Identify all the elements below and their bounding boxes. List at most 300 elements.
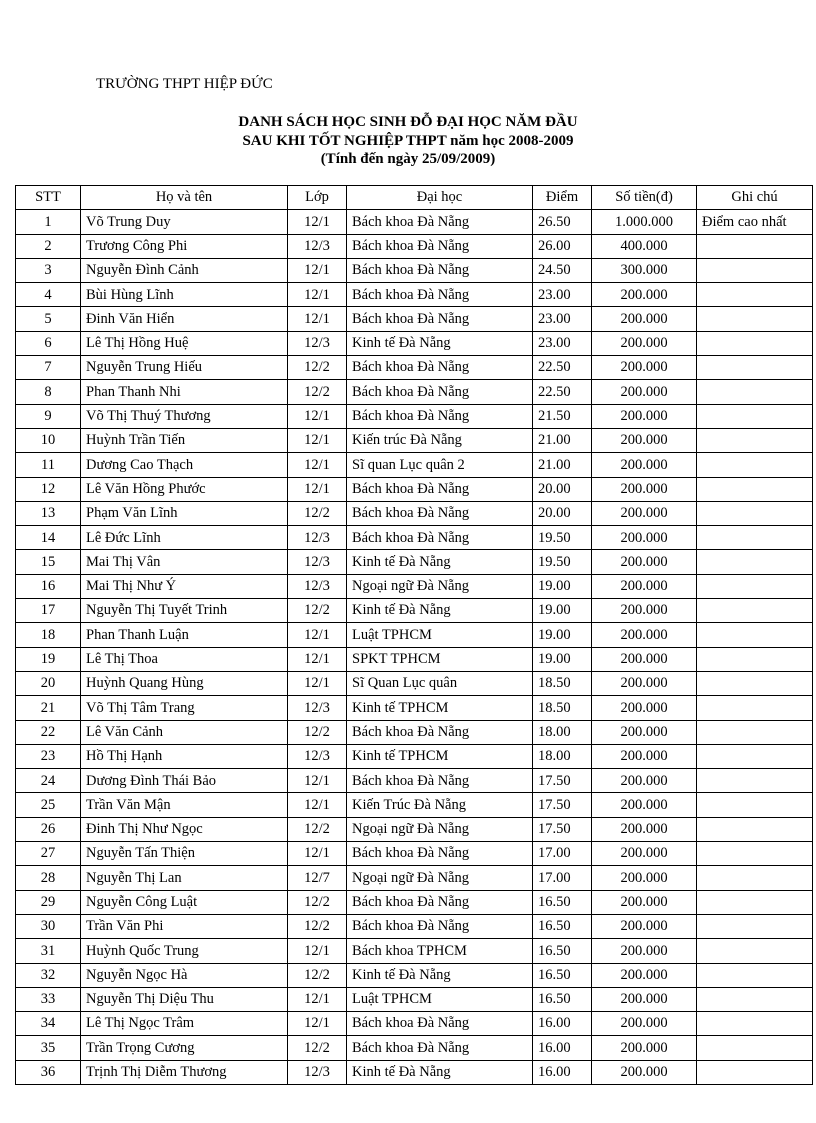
table-row xyxy=(16,963,813,987)
cell-stt: 15 xyxy=(16,550,81,574)
cell-note xyxy=(697,477,813,501)
cell-university: Bách khoa Đà Nẵng xyxy=(347,380,533,404)
cell-university: Bách khoa Đà Nẵng xyxy=(347,1036,533,1060)
cell-name: Mai Thị Như Ý xyxy=(81,574,288,598)
cell-amount: 200.000 xyxy=(592,769,697,793)
cell-note xyxy=(697,526,813,550)
table-body xyxy=(16,210,813,1085)
cell-amount: 200.000 xyxy=(592,404,697,428)
cell-amount: 200.000 xyxy=(592,987,697,1011)
document-date-note: (Tính đến ngày 25/09/2009) xyxy=(320,151,496,167)
cell-stt: 8 xyxy=(16,380,81,404)
cell-university: Luật TPHCM xyxy=(347,987,533,1011)
cell-name: Đinh Văn Hiển xyxy=(81,307,288,331)
table-row xyxy=(16,769,813,793)
cell-note xyxy=(697,842,813,866)
cell-class: 12/7 xyxy=(288,866,347,890)
cell-university: Kinh tế Đà Nẵng xyxy=(347,1060,533,1084)
cell-university: Kinh tế Đà Nẵng xyxy=(347,550,533,574)
cell-stt: 20 xyxy=(16,671,81,695)
cell-name: Nguyễn Thị Lan xyxy=(81,866,288,890)
cell-class: 12/3 xyxy=(288,331,347,355)
cell-amount: 200.000 xyxy=(592,866,697,890)
table-row xyxy=(16,647,813,671)
cell-name: Huỳnh Quang Hùng xyxy=(81,671,288,695)
cell-university: Bách khoa Đà Nẵng xyxy=(347,842,533,866)
cell-note xyxy=(697,647,813,671)
cell-class: 12/1 xyxy=(288,477,347,501)
cell-name: Bùi Hùng Lĩnh xyxy=(81,283,288,307)
cell-stt: 17 xyxy=(16,599,81,623)
cell-amount: 200.000 xyxy=(592,356,697,380)
cell-score: 19.50 xyxy=(533,526,592,550)
cell-class: 12/2 xyxy=(288,356,347,380)
cell-amount: 200.000 xyxy=(592,696,697,720)
cell-score: 16.50 xyxy=(533,939,592,963)
cell-score: 17.50 xyxy=(533,769,592,793)
cell-stt: 2 xyxy=(16,234,81,258)
cell-name: Hồ Thị Hạnh xyxy=(81,744,288,768)
cell-note: Điểm cao nhất xyxy=(697,210,813,234)
cell-score: 16.50 xyxy=(533,890,592,914)
cell-note xyxy=(697,574,813,598)
cell-note xyxy=(697,599,813,623)
cell-class: 12/1 xyxy=(288,428,347,452)
cell-score: 23.00 xyxy=(533,307,592,331)
table-row xyxy=(16,623,813,647)
header-score: Điểm xyxy=(533,186,592,210)
cell-university: Bách khoa Đà Nẵng xyxy=(347,356,533,380)
cell-stt: 25 xyxy=(16,793,81,817)
cell-class: 12/1 xyxy=(288,210,347,234)
table-row xyxy=(16,696,813,720)
cell-name: Lê Văn Hồng Phước xyxy=(81,477,288,501)
cell-score: 16.50 xyxy=(533,963,592,987)
cell-class: 12/1 xyxy=(288,987,347,1011)
cell-name: Phan Thanh Luận xyxy=(81,623,288,647)
table-row xyxy=(16,1036,813,1060)
cell-stt: 36 xyxy=(16,1060,81,1084)
table-row xyxy=(16,550,813,574)
cell-class: 12/2 xyxy=(288,890,347,914)
cell-stt: 34 xyxy=(16,1012,81,1036)
cell-score: 18.00 xyxy=(533,744,592,768)
cell-note xyxy=(697,671,813,695)
cell-name: Lê Văn Cảnh xyxy=(81,720,288,744)
cell-stt: 13 xyxy=(16,501,81,525)
cell-amount: 400.000 xyxy=(592,234,697,258)
cell-name: Nguyễn Ngọc Hà xyxy=(81,963,288,987)
cell-score: 18.50 xyxy=(533,696,592,720)
table-row xyxy=(16,914,813,938)
cell-stt: 33 xyxy=(16,987,81,1011)
cell-score: 16.50 xyxy=(533,914,592,938)
cell-score: 19.00 xyxy=(533,647,592,671)
cell-score: 16.00 xyxy=(533,1060,592,1084)
cell-note xyxy=(697,890,813,914)
cell-amount: 200.000 xyxy=(592,574,697,598)
cell-class: 12/2 xyxy=(288,817,347,841)
table-row xyxy=(16,380,813,404)
cell-note xyxy=(697,501,813,525)
table-row xyxy=(16,404,813,428)
cell-name: Mai Thị Vân xyxy=(81,550,288,574)
cell-name: Nguyễn Thị Tuyết Trinh xyxy=(81,599,288,623)
cell-university: Bách khoa Đà Nẵng xyxy=(347,890,533,914)
cell-score: 16.00 xyxy=(533,1036,592,1060)
cell-score: 16.50 xyxy=(533,987,592,1011)
table-row xyxy=(16,671,813,695)
cell-note xyxy=(697,914,813,938)
cell-amount: 200.000 xyxy=(592,283,697,307)
cell-score: 20.00 xyxy=(533,477,592,501)
cell-stt: 18 xyxy=(16,623,81,647)
document-title: DANH SÁCH HỌC SINH ĐỖ ĐẠI HỌC NĂM ĐẦU xyxy=(238,114,578,130)
cell-stt: 26 xyxy=(16,817,81,841)
table-row xyxy=(16,501,813,525)
cell-university: Bách khoa Đà Nẵng xyxy=(347,769,533,793)
table-row xyxy=(16,331,813,355)
cell-class: 12/1 xyxy=(288,623,347,647)
cell-stt: 29 xyxy=(16,890,81,914)
cell-university: Ngoại ngữ Đà Nẵng xyxy=(347,817,533,841)
cell-university: Bách khoa Đà Nẵng xyxy=(347,477,533,501)
cell-stt: 10 xyxy=(16,428,81,452)
cell-amount: 200.000 xyxy=(592,963,697,987)
cell-amount: 200.000 xyxy=(592,501,697,525)
cell-amount: 200.000 xyxy=(592,428,697,452)
cell-stt: 32 xyxy=(16,963,81,987)
cell-score: 21.00 xyxy=(533,428,592,452)
cell-note xyxy=(697,258,813,282)
cell-stt: 19 xyxy=(16,647,81,671)
cell-note xyxy=(697,744,813,768)
table-row xyxy=(16,987,813,1011)
cell-class: 12/1 xyxy=(288,258,347,282)
cell-university: Sĩ quan Lục quân 2 xyxy=(347,453,533,477)
cell-class: 12/3 xyxy=(288,550,347,574)
cell-university: Bách khoa Đà Nẵng xyxy=(347,914,533,938)
cell-stt: 24 xyxy=(16,769,81,793)
cell-stt: 28 xyxy=(16,866,81,890)
cell-stt: 11 xyxy=(16,453,81,477)
header-university: Đại học xyxy=(347,186,533,210)
cell-note xyxy=(697,1012,813,1036)
cell-score: 22.50 xyxy=(533,356,592,380)
cell-university: Bách khoa Đà Nẵng xyxy=(347,720,533,744)
cell-university: Ngoại ngữ Đà Nẵng xyxy=(347,866,533,890)
cell-note xyxy=(697,720,813,744)
cell-amount: 200.000 xyxy=(592,842,697,866)
cell-note xyxy=(697,550,813,574)
cell-note xyxy=(697,1036,813,1060)
cell-amount: 200.000 xyxy=(592,550,697,574)
table-row xyxy=(16,356,813,380)
cell-score: 20.00 xyxy=(533,501,592,525)
cell-note xyxy=(697,817,813,841)
cell-class: 12/2 xyxy=(288,501,347,525)
cell-class: 12/1 xyxy=(288,647,347,671)
cell-university: Bách khoa Đà Nẵng xyxy=(347,526,533,550)
cell-stt: 7 xyxy=(16,356,81,380)
cell-score: 18.00 xyxy=(533,720,592,744)
cell-score: 17.50 xyxy=(533,793,592,817)
cell-class: 12/1 xyxy=(288,283,347,307)
school-name: TRƯỜNG THPT HIỆP ĐỨC xyxy=(96,76,273,92)
cell-name: Võ Trung Duy xyxy=(81,210,288,234)
cell-university: Bách khoa Đà Nẵng xyxy=(347,234,533,258)
cell-university: Kiến trúc Đà Nẵng xyxy=(347,428,533,452)
cell-class: 12/1 xyxy=(288,307,347,331)
cell-score: 26.50 xyxy=(533,210,592,234)
cell-amount: 200.000 xyxy=(592,939,697,963)
cell-class: 12/1 xyxy=(288,769,347,793)
cell-amount: 200.000 xyxy=(592,890,697,914)
cell-class: 12/2 xyxy=(288,1036,347,1060)
table-row xyxy=(16,477,813,501)
cell-score: 17.00 xyxy=(533,866,592,890)
cell-score: 21.50 xyxy=(533,404,592,428)
cell-name: Võ Thị Tâm Trang xyxy=(81,696,288,720)
cell-note xyxy=(697,356,813,380)
cell-name: Nguyễn Tấn Thiện xyxy=(81,842,288,866)
cell-amount: 200.000 xyxy=(592,720,697,744)
cell-stt: 23 xyxy=(16,744,81,768)
cell-name: Đinh Thị Như Ngọc xyxy=(81,817,288,841)
cell-note xyxy=(697,234,813,258)
cell-amount: 200.000 xyxy=(592,599,697,623)
cell-class: 12/1 xyxy=(288,842,347,866)
cell-amount: 200.000 xyxy=(592,453,697,477)
table-row xyxy=(16,283,813,307)
cell-university: Bách khoa Đà Nẵng xyxy=(347,210,533,234)
cell-score: 19.50 xyxy=(533,550,592,574)
table-row xyxy=(16,1012,813,1036)
table-row xyxy=(16,234,813,258)
cell-name: Lê Thị Ngọc Trâm xyxy=(81,1012,288,1036)
cell-amount: 200.000 xyxy=(592,1012,697,1036)
table-row xyxy=(16,720,813,744)
table-row xyxy=(16,866,813,890)
cell-note xyxy=(697,307,813,331)
cell-score: 22.50 xyxy=(533,380,592,404)
cell-stt: 5 xyxy=(16,307,81,331)
cell-name: Trần Văn Phi xyxy=(81,914,288,938)
cell-class: 12/3 xyxy=(288,234,347,258)
table-row xyxy=(16,793,813,817)
cell-score: 19.00 xyxy=(533,599,592,623)
table-row xyxy=(16,1060,813,1084)
cell-note xyxy=(697,866,813,890)
table-row xyxy=(16,428,813,452)
cell-score: 26.00 xyxy=(533,234,592,258)
cell-university: Sĩ Quan Lục quân xyxy=(347,671,533,695)
cell-note xyxy=(697,404,813,428)
cell-name: Nguyễn Đình Cảnh xyxy=(81,258,288,282)
cell-amount: 200.000 xyxy=(592,817,697,841)
cell-amount: 200.000 xyxy=(592,671,697,695)
cell-stt: 22 xyxy=(16,720,81,744)
cell-name: Lê Thị Thoa xyxy=(81,647,288,671)
cell-name: Phan Thanh Nhi xyxy=(81,380,288,404)
cell-stt: 3 xyxy=(16,258,81,282)
cell-university: SPKT TPHCM xyxy=(347,647,533,671)
cell-stt: 21 xyxy=(16,696,81,720)
cell-amount: 200.000 xyxy=(592,307,697,331)
cell-university: Bách khoa Đà Nẵng xyxy=(347,307,533,331)
cell-amount: 200.000 xyxy=(592,1036,697,1060)
cell-amount: 200.000 xyxy=(592,526,697,550)
cell-amount: 200.000 xyxy=(592,380,697,404)
table-row xyxy=(16,210,813,234)
cell-stt: 9 xyxy=(16,404,81,428)
cell-amount: 200.000 xyxy=(592,1060,697,1084)
cell-university: Kinh tế Đà Nẵng xyxy=(347,331,533,355)
cell-university: Kiến Trúc Đà Nẵng xyxy=(347,793,533,817)
table-row xyxy=(16,890,813,914)
cell-university: Bách khoa Đà Nẵng xyxy=(347,404,533,428)
cell-score: 24.50 xyxy=(533,258,592,282)
cell-note xyxy=(697,987,813,1011)
cell-name: Phạm Văn Lĩnh xyxy=(81,501,288,525)
cell-score: 21.00 xyxy=(533,453,592,477)
cell-stt: 31 xyxy=(16,939,81,963)
student-table xyxy=(15,185,813,1085)
cell-class: 12/3 xyxy=(288,526,347,550)
table-row xyxy=(16,526,813,550)
cell-name: Huỳnh Trần Tiến xyxy=(81,428,288,452)
cell-note xyxy=(697,380,813,404)
cell-note xyxy=(697,331,813,355)
table-row xyxy=(16,453,813,477)
table-row xyxy=(16,842,813,866)
cell-stt: 27 xyxy=(16,842,81,866)
cell-stt: 14 xyxy=(16,526,81,550)
cell-note xyxy=(697,623,813,647)
cell-university: Bách khoa Đà Nẵng xyxy=(347,501,533,525)
cell-note xyxy=(697,428,813,452)
cell-university: Bách khoa Đà Nẵng xyxy=(347,258,533,282)
cell-score: 17.00 xyxy=(533,842,592,866)
cell-note xyxy=(697,453,813,477)
cell-name: Huỳnh Quốc Trung xyxy=(81,939,288,963)
table-row xyxy=(16,574,813,598)
cell-score: 19.00 xyxy=(533,623,592,647)
cell-name: Nguyễn Thị Diệu Thu xyxy=(81,987,288,1011)
cell-class: 12/1 xyxy=(288,404,347,428)
header-class: Lớp xyxy=(288,186,347,210)
table-row xyxy=(16,744,813,768)
cell-name: Trần Trọng Cương xyxy=(81,1036,288,1060)
cell-stt: 1 xyxy=(16,210,81,234)
cell-note xyxy=(697,283,813,307)
cell-university: Luật TPHCM xyxy=(347,623,533,647)
cell-amount: 200.000 xyxy=(592,647,697,671)
cell-amount: 300.000 xyxy=(592,258,697,282)
cell-class: 12/1 xyxy=(288,453,347,477)
cell-name: Nguyễn Công Luật xyxy=(81,890,288,914)
cell-name: Trương Công Phi xyxy=(81,234,288,258)
cell-note xyxy=(697,939,813,963)
cell-amount: 200.000 xyxy=(592,331,697,355)
cell-score: 17.50 xyxy=(533,817,592,841)
cell-name: Nguyễn Trung Hiếu xyxy=(81,356,288,380)
cell-stt: 35 xyxy=(16,1036,81,1060)
cell-class: 12/1 xyxy=(288,793,347,817)
cell-score: 23.00 xyxy=(533,331,592,355)
cell-amount: 1.000.000 xyxy=(592,210,697,234)
cell-note xyxy=(697,769,813,793)
cell-university: Kinh tế TPHCM xyxy=(347,696,533,720)
table-row xyxy=(16,258,813,282)
document-subtitle: SAU KHI TỐT NGHIỆP THPT năm học 2008-2009 xyxy=(242,133,574,149)
cell-class: 12/2 xyxy=(288,720,347,744)
header-note: Ghi chú xyxy=(697,186,813,210)
cell-class: 12/2 xyxy=(288,599,347,623)
cell-amount: 200.000 xyxy=(592,914,697,938)
cell-note xyxy=(697,1060,813,1084)
cell-score: 23.00 xyxy=(533,283,592,307)
cell-amount: 200.000 xyxy=(592,793,697,817)
cell-stt: 4 xyxy=(16,283,81,307)
cell-class: 12/1 xyxy=(288,939,347,963)
cell-class: 12/3 xyxy=(288,744,347,768)
header-stt: STT xyxy=(16,186,81,210)
cell-class: 12/2 xyxy=(288,914,347,938)
cell-university: Kinh tế TPHCM xyxy=(347,744,533,768)
cell-amount: 200.000 xyxy=(592,623,697,647)
cell-name: Võ Thị Thuý Thương xyxy=(81,404,288,428)
cell-class: 12/2 xyxy=(288,380,347,404)
cell-class: 12/2 xyxy=(288,963,347,987)
cell-stt: 30 xyxy=(16,914,81,938)
cell-name: Dương Đình Thái Bảo xyxy=(81,769,288,793)
cell-university: Bách khoa Đà Nẵng xyxy=(347,283,533,307)
cell-amount: 200.000 xyxy=(592,477,697,501)
cell-class: 12/3 xyxy=(288,574,347,598)
cell-stt: 16 xyxy=(16,574,81,598)
cell-stt: 6 xyxy=(16,331,81,355)
cell-name: Lê Thị Hồng Huệ xyxy=(81,331,288,355)
cell-note xyxy=(697,793,813,817)
header-amount: Số tiền(đ) xyxy=(592,186,697,210)
cell-class: 12/3 xyxy=(288,1060,347,1084)
cell-class: 12/3 xyxy=(288,696,347,720)
cell-name: Lê Đức Lĩnh xyxy=(81,526,288,550)
cell-class: 12/1 xyxy=(288,671,347,695)
table-header-row xyxy=(16,186,813,210)
cell-university: Kinh tế Đà Nẵng xyxy=(347,599,533,623)
cell-name: Trịnh Thị Diễm Thương xyxy=(81,1060,288,1084)
cell-stt: 12 xyxy=(16,477,81,501)
cell-score: 19.00 xyxy=(533,574,592,598)
header-name: Họ và tên xyxy=(81,186,288,210)
cell-amount: 200.000 xyxy=(592,744,697,768)
cell-university: Bách khoa TPHCM xyxy=(347,939,533,963)
cell-university: Kinh tế Đà Nẵng xyxy=(347,963,533,987)
cell-note xyxy=(697,696,813,720)
cell-name: Dương Cao Thạch xyxy=(81,453,288,477)
cell-university: Bách khoa Đà Nẵng xyxy=(347,1012,533,1036)
cell-name: Trần Văn Mận xyxy=(81,793,288,817)
table-row xyxy=(16,599,813,623)
cell-score: 18.50 xyxy=(533,671,592,695)
table-row xyxy=(16,817,813,841)
table-row xyxy=(16,307,813,331)
table-row xyxy=(16,939,813,963)
cell-note xyxy=(697,963,813,987)
cell-class: 12/1 xyxy=(288,1012,347,1036)
